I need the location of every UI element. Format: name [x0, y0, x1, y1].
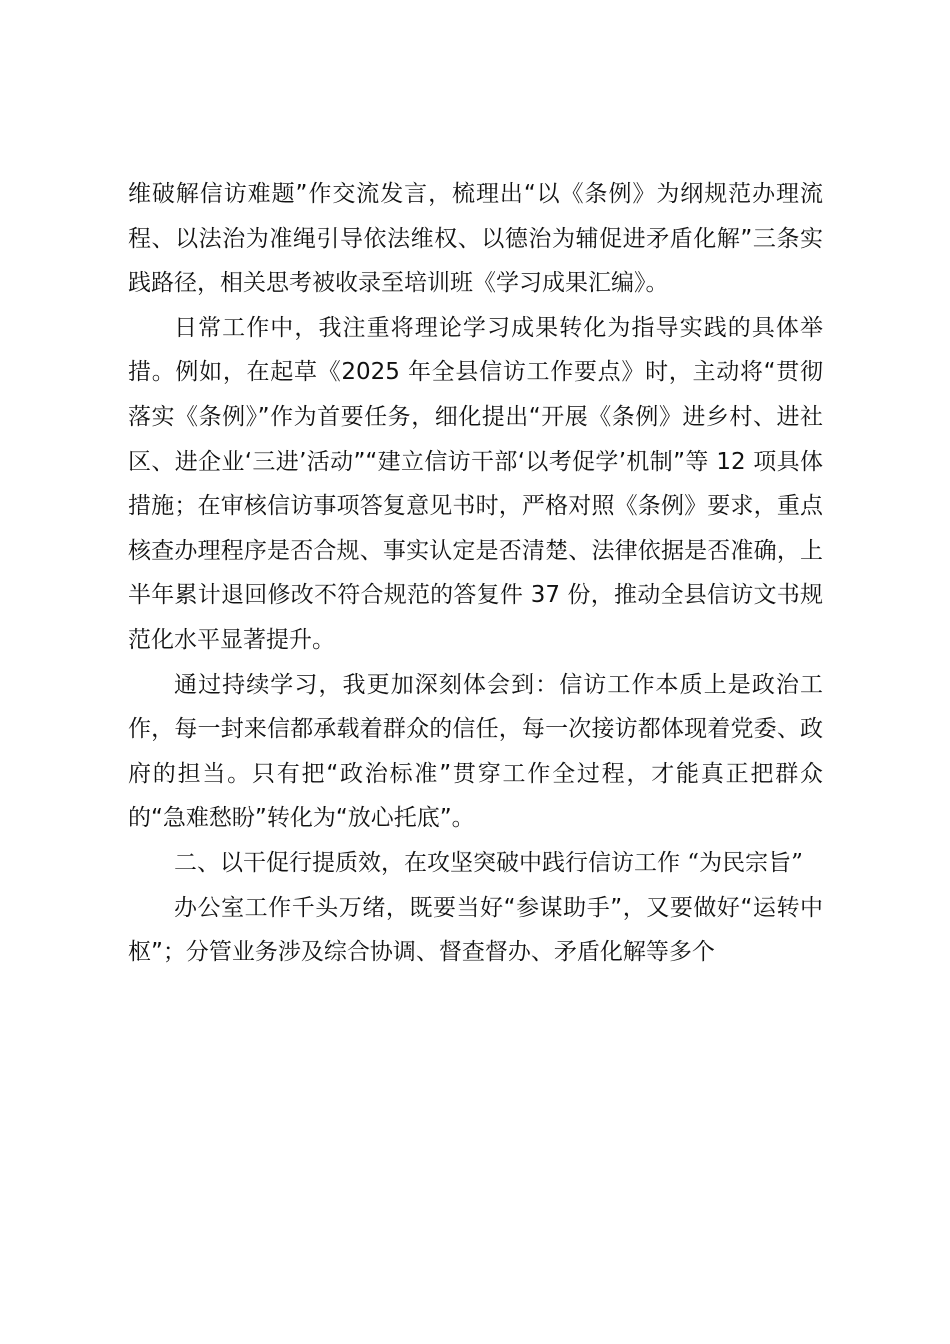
- paragraph-practice: 日常工作中，我注重将理论学习成果转化为指导实践的具体举措。例如，在起草《2025 年全县信访工作要点》时，主动将“贯彻落实《条例》”作为首要任务，细化提出“开展《条例》进乡村、进社区、进企业‘三进’活动”“建立信访干部‘以考促学’机制”等 12 项具体措施；在审核信访事项答复意见书时，严格对照《条例》要求，重点核查办理程序是否合规、事实认定是否清楚、法律依据是否准确，上半年累计退回修改不符合规范的答复件 37 份，推动全县信访文书规范化水平显著提升。: [128, 314, 823, 653]
- paragraph-reflection: 通过持续学习，我更加深刻体会到：信访工作本质上是政治工作，每一封来信都承载着群众的信任，每一次接访都体现着党委、政府的担当。只有把“政治标准”贯穿工作全过程，才能真正把群众的“急难愁盼”转化为“放心托底”。: [128, 671, 823, 832]
- paragraph-continued: 维破解信访难题”作交流发言，梳理出“以《条例》为纲规范办理流程、以法治为准绳引导依法维权、以德治为辅促进矛盾化解”三条实践路径，相关思考被收录至培训班《学习成果汇编》。: [128, 181, 823, 297]
- paragraph-office-work: 办公室工作千头万绪，既要当好“参谋助手”，又要做好“运转中枢”；分管业务涉及综合协调、督查督办、矛盾化解等多个: [128, 894, 823, 966]
- document-body: [128, 172, 823, 975]
- section-heading-two: 二、以干促行提质效，在攻坚突破中践行信访工作 “为民宗旨”: [174, 849, 803, 876]
